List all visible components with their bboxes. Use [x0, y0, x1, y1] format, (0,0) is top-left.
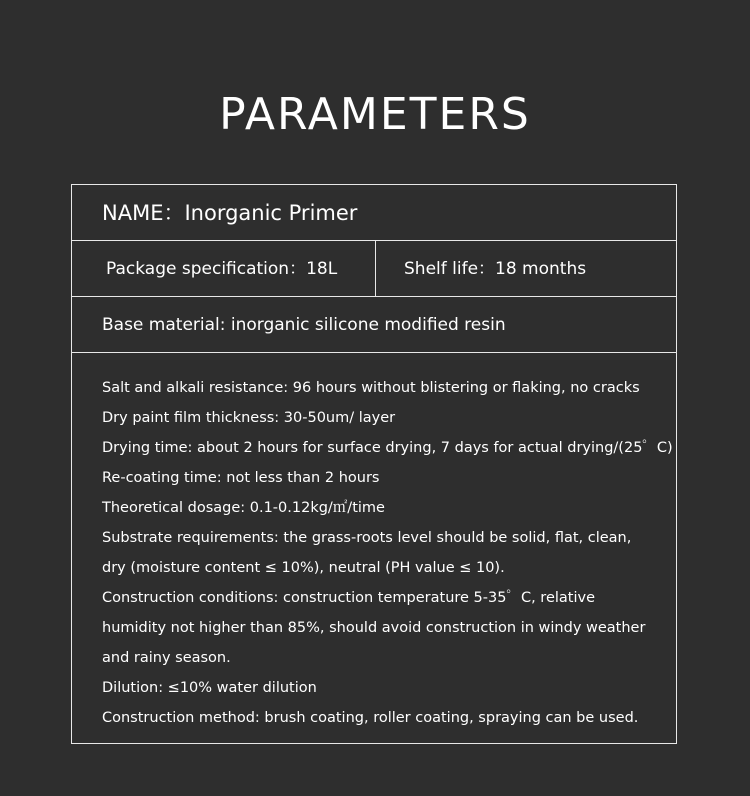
detail-line: Construction method: brush coating, roller coating, spraying can be used.	[102, 710, 639, 726]
detail-line: Drying time: about 2 hours for surface drying, 7 days for actual drying/(25゜C)	[102, 440, 673, 456]
package-specification: Package specification：18L	[106, 259, 338, 279]
detail-line: Substrate requirements: the grass-roots level should be solid, flat, clean,	[102, 530, 632, 546]
detail-line: Re-coating time: not less than 2 hours	[102, 470, 380, 486]
detail-line: Salt and alkali resistance: 96 hours without blistering or flaking, no cracks	[102, 380, 640, 396]
base-material: Base material: inorganic silicone modified resin	[102, 315, 506, 335]
detail-line: dry (moisture content ≤ 10%), neutral (PH value ≤ 10).	[102, 560, 505, 576]
column-divider	[375, 241, 376, 296]
name-row	[72, 185, 676, 241]
product-name: NAME：Inorganic Primer	[102, 201, 358, 225]
parameters-table	[71, 184, 677, 744]
detail-line: Dilution: ≤10% water dilution	[102, 680, 317, 696]
detail-line: Theoretical dosage: 0.1-0.12kg/㎡/time	[102, 500, 385, 516]
page-title: PARAMETERS	[219, 89, 531, 140]
detail-line: and rainy season.	[102, 650, 231, 666]
detail-line: Dry paint film thickness: 30-50um/ layer	[102, 410, 396, 426]
spec-row	[72, 241, 676, 297]
details-list	[102, 373, 673, 733]
shelf-life: Shelf life：18 months	[404, 259, 587, 279]
base-material-row	[72, 297, 676, 353]
details-row	[72, 353, 676, 743]
detail-line: Construction conditions: construction temperature 5-35゜C, relative	[102, 590, 595, 606]
detail-line: humidity not higher than 85%, should avoid construction in windy weather	[102, 620, 646, 636]
